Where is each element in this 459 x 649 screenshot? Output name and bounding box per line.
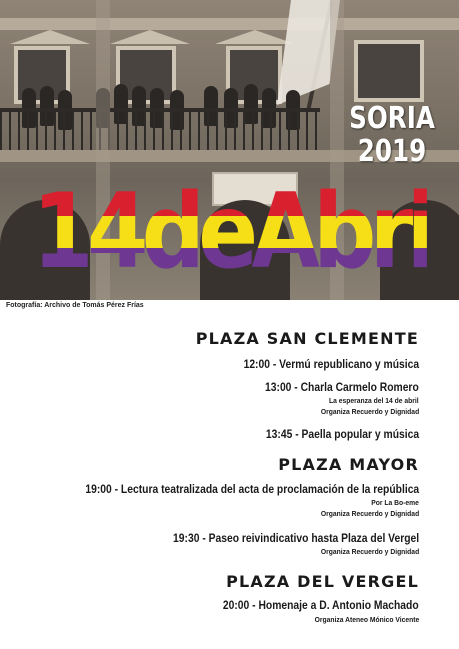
photo-credit: Fotografía: Archivo de Tomás Pérez Frías — [6, 302, 144, 309]
event-line: 20:00 - Homenaje a D. Antonio Machado — [223, 598, 419, 612]
section-heading-plaza-mayor: PLAZA MAYOR — [278, 455, 419, 474]
city-year — [347, 102, 437, 168]
cornice — [0, 18, 459, 30]
event-title: Paseo reivindicativo hasta Plaza del Vergel — [208, 531, 419, 545]
section-heading-plaza-del-vergel: PLAZA DEL VERGEL — [226, 572, 419, 591]
section-heading-san-clemente: PLAZA SAN CLEMENTE — [195, 329, 419, 348]
event-organizer: Organiza Recuerdo y Dignidad — [320, 407, 419, 416]
event-subtitle: Por La Bo-eme — [371, 498, 419, 507]
event-line: 19:30 - Paseo reivindicativo hasta Plaza del Vergel — [172, 531, 419, 545]
balcony-railing — [0, 108, 320, 150]
window — [354, 40, 424, 102]
event-subtitle: La esperanza del 14 de abril — [329, 396, 419, 405]
window-pediment — [215, 30, 295, 44]
year-label: 2019 — [357, 134, 427, 169]
event-time: 19:00 — [85, 482, 112, 496]
event-time: 12:00 — [243, 357, 270, 371]
event-time: 13:45 — [265, 427, 293, 441]
historic-balcony-photo — [0, 0, 459, 300]
event-title: Paella popular y música — [301, 427, 419, 441]
event-title: Lectura teatralizada del acta de proclamación de la república — [120, 482, 419, 496]
event-title: Charla Carmelo Romero — [300, 380, 419, 394]
event-line: 12:00 - Vermú republicano y música — [243, 357, 419, 371]
date-title: 14deAbril — [32, 172, 454, 292]
window-pediment — [10, 30, 90, 44]
city-label: SORIA — [349, 101, 435, 136]
event-line: 13:45 - Paella popular y música — [265, 427, 419, 441]
event-time: 19:30 — [172, 531, 200, 545]
event-title: Homenaje a D. Antonio Machado — [258, 598, 419, 612]
event-title: Vermú republicano y música — [279, 357, 419, 371]
event-time: 13:00 — [265, 380, 292, 394]
event-organizer: Organiza Ateneo Mónico Vicente — [314, 615, 419, 624]
event-line: 13:00 - Charla Carmelo Romero — [265, 380, 419, 394]
event-organizer: Organiza Recuerdo y Dignidad — [320, 509, 419, 518]
event-organizer: Organiza Recuerdo y Dignidad — [320, 547, 419, 556]
event-line: 19:00 - Lectura teatralizada del acta de proclamación de la república — [85, 482, 419, 496]
window-pediment — [110, 30, 190, 44]
event-time: 20:00 — [223, 598, 250, 612]
